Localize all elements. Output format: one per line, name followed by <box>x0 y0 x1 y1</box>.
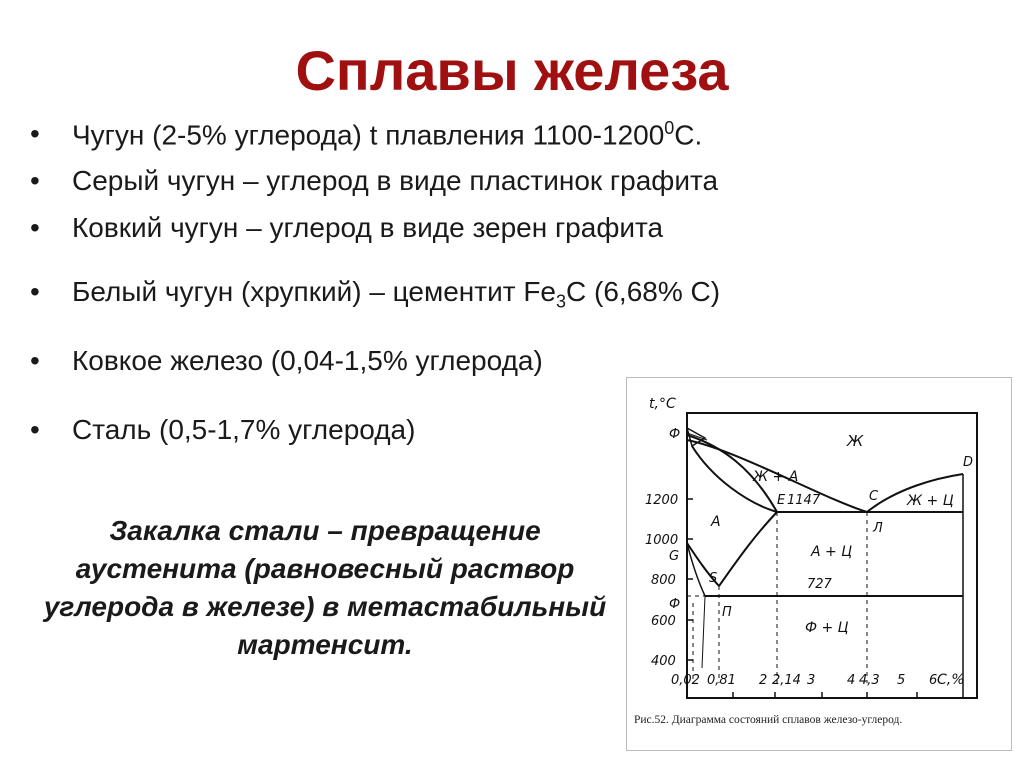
x-tick-label: 0,81 <box>707 673 736 688</box>
bullet-marker: • <box>30 118 40 149</box>
y-tick-label: 800 <box>651 573 676 588</box>
es-line <box>719 512 777 586</box>
gp-line <box>687 543 705 596</box>
point-label-p: П <box>722 605 732 620</box>
x-tick-label: 3 <box>807 673 816 688</box>
bullet-marker: • <box>30 165 40 196</box>
y-axis-label: t,°C <box>649 396 676 412</box>
region-ferrite-cementite: Ф + Ц <box>805 620 849 636</box>
x-tick-label: 2 <box>759 673 768 688</box>
y-tick-label: 1200 <box>645 493 679 508</box>
point-label-l: Л <box>873 521 883 536</box>
point-label-e: E <box>777 493 786 508</box>
region-liquid-cementite: Ж + Ц <box>907 493 954 509</box>
quenching-note: Закалка стали – превращение аустенита (равновесный раствор углерода в железе) в метастабильный мартенсит. <box>43 515 607 660</box>
slide-title: Сплавы железа <box>295 39 729 102</box>
region-liquid-austenite: Ж + А <box>753 469 799 485</box>
point-label-g: G <box>669 549 680 564</box>
figure-caption: Рис.52. Диаграмма состояний сплавов железо-углерод. <box>634 714 903 726</box>
bullet-marker: • <box>30 212 40 243</box>
point-label-d: D <box>963 455 974 470</box>
temp-label-1147: 1147 <box>787 493 821 508</box>
y-tick-label: 600 <box>651 614 676 629</box>
y-tick-label: 1000 <box>645 533 679 548</box>
region-liquid: Ж <box>847 432 864 450</box>
region-austenite-cementite: А + Ц <box>811 544 853 560</box>
x-tick-label: 2,14 <box>772 673 801 688</box>
point-label-s: S <box>709 571 718 586</box>
ferrite-label-low: Ф <box>669 597 681 612</box>
x-tick-label: 5 <box>897 673 906 688</box>
point-label-c: C <box>869 489 879 504</box>
bullet-marker: • <box>30 414 40 445</box>
pq-line <box>702 596 705 668</box>
x-tick-label: 6 <box>929 673 938 688</box>
bullet-marker: • <box>30 345 40 376</box>
temp-label-727: 727 <box>807 577 832 592</box>
x-tick-label: 4 <box>847 673 856 688</box>
iron-carbon-phase-diagram <box>627 378 1013 752</box>
ferrite-label-top: Ф <box>669 427 681 442</box>
phase-diagram-figure <box>626 377 1012 751</box>
x-axis-label: C,% <box>937 672 965 688</box>
x-tick-label: 4,3 <box>859 673 880 688</box>
y-tick-label: 400 <box>651 654 676 669</box>
bullet-marker: • <box>30 276 40 307</box>
region-austenite: А <box>711 514 721 530</box>
x-tick-label: 0,02 <box>671 673 700 688</box>
